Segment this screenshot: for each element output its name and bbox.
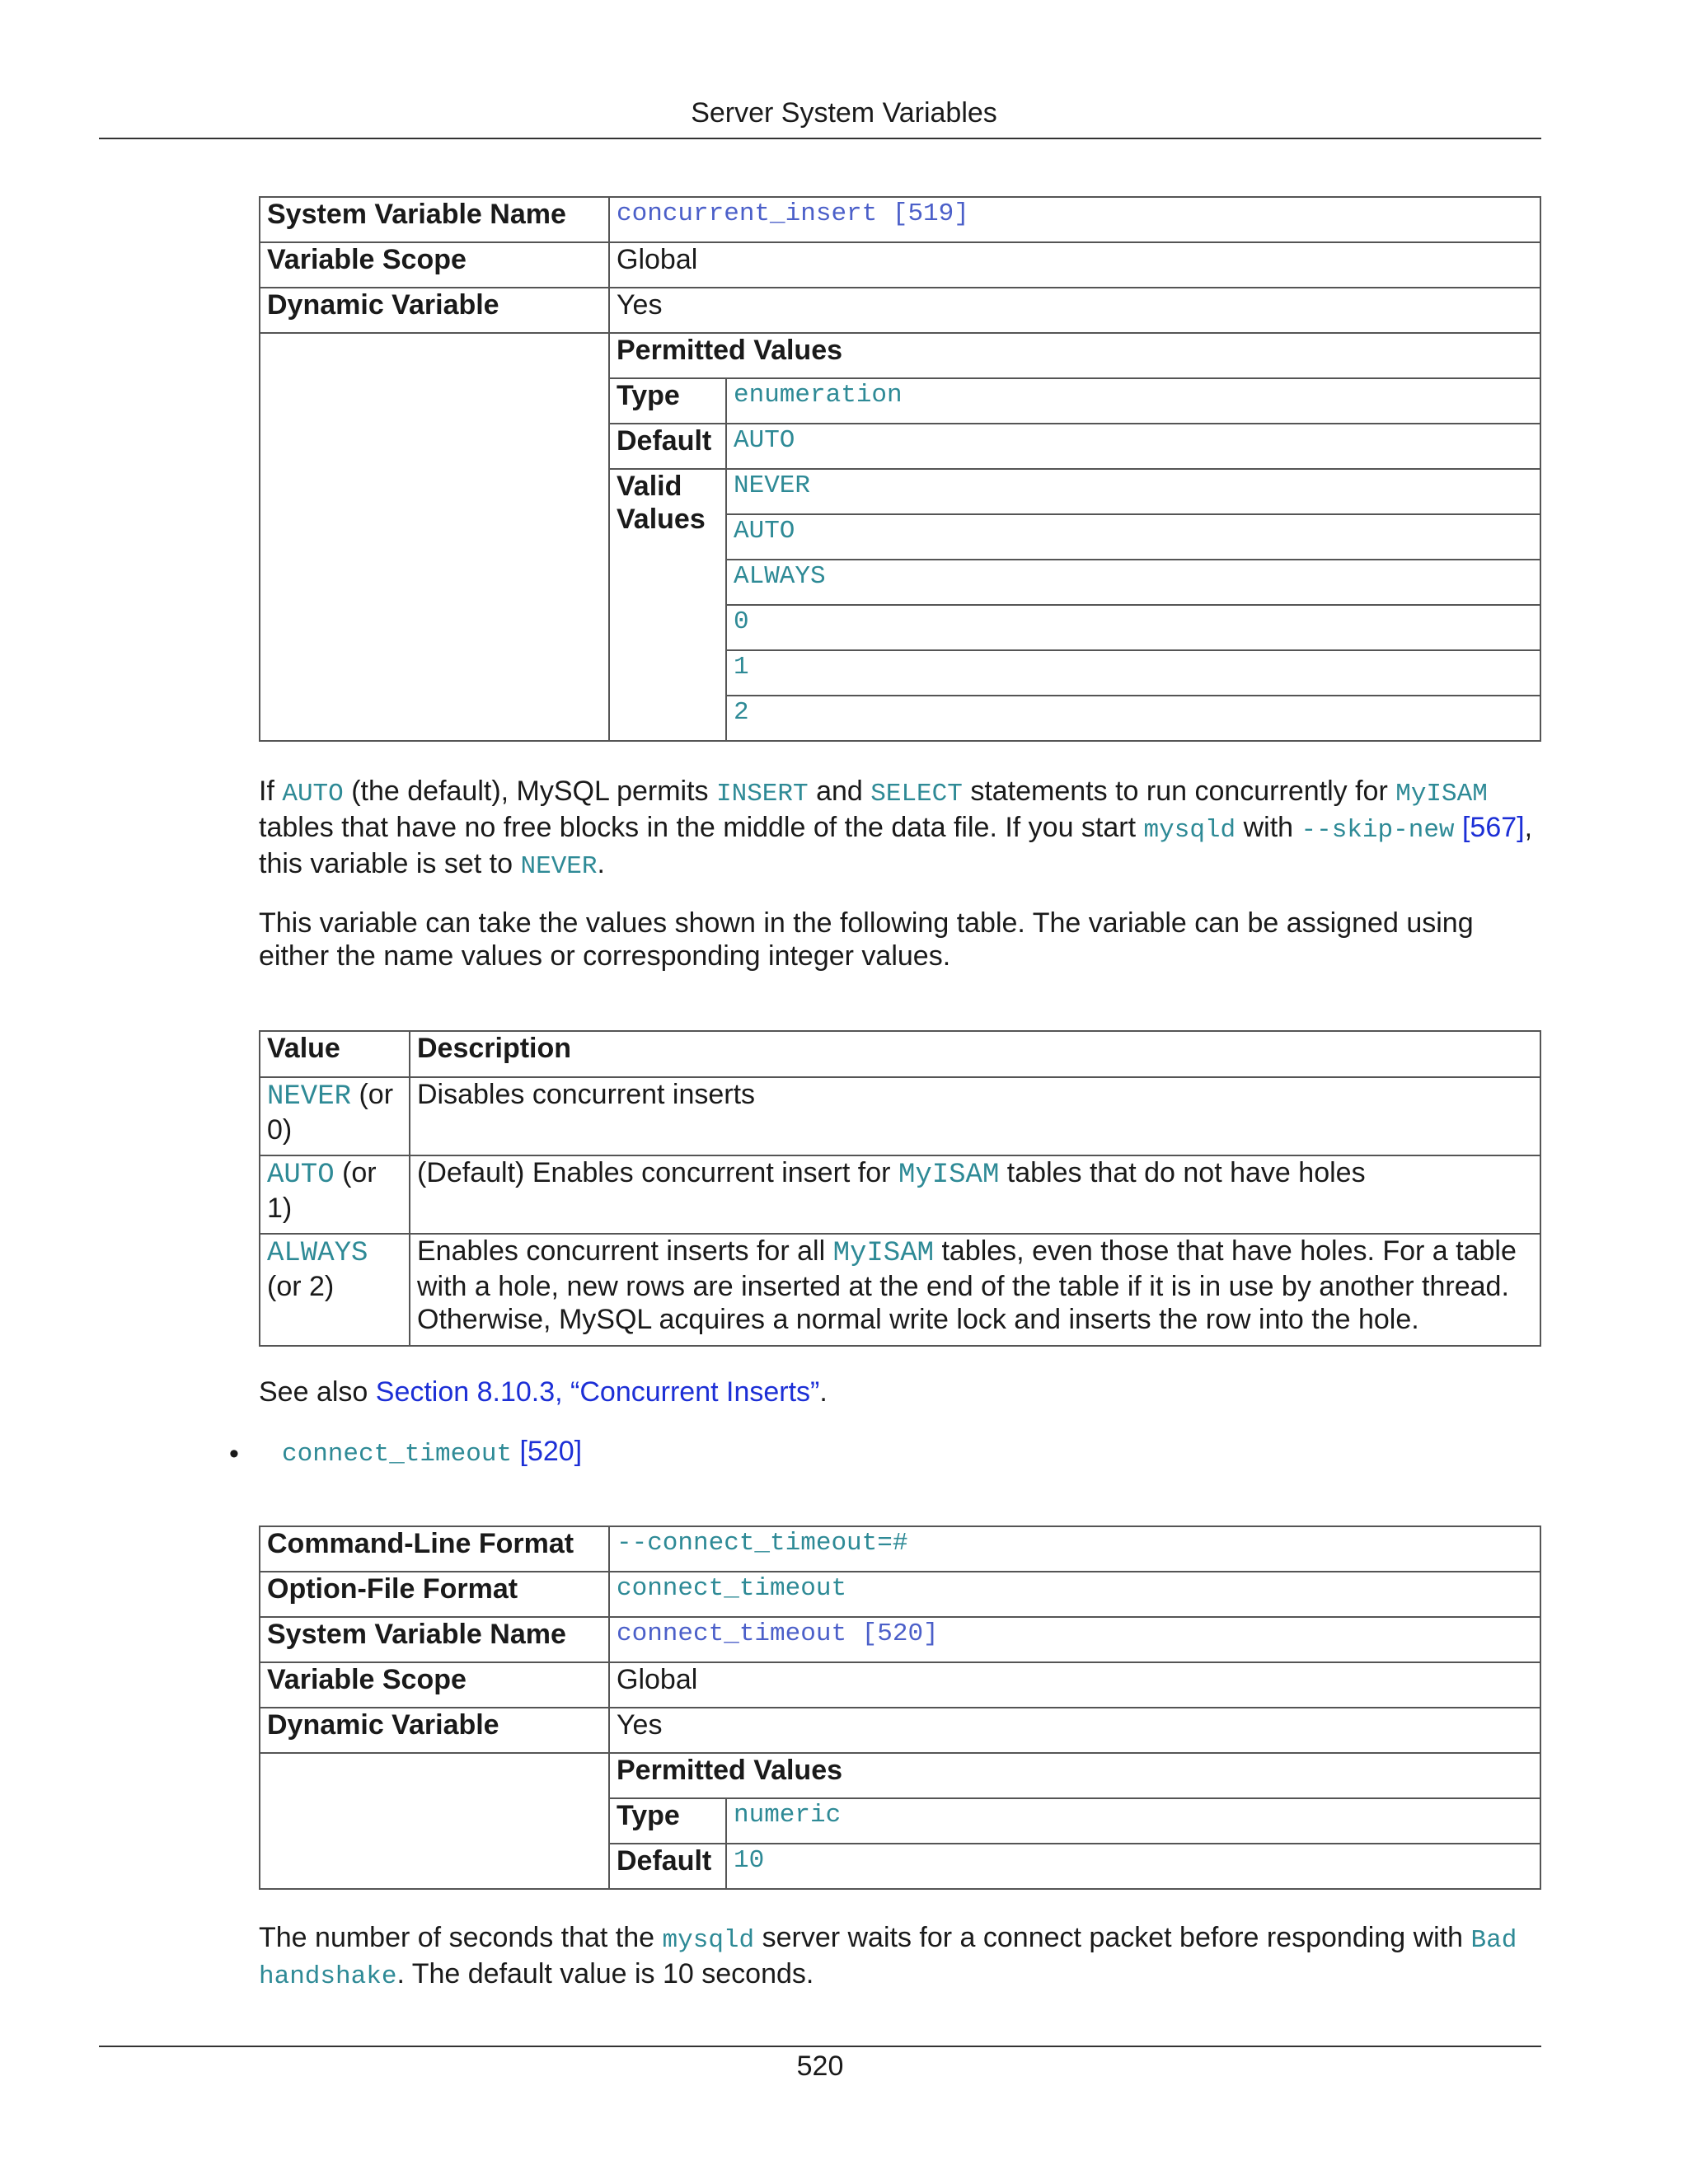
default-label: Default xyxy=(609,1844,726,1889)
type-label: Type xyxy=(609,378,726,424)
default-label: Default xyxy=(609,424,726,469)
row-label: Dynamic Variable xyxy=(260,1708,609,1753)
page-number: 520 xyxy=(796,2050,844,2082)
row-value: --connect_timeout=# xyxy=(609,1526,1540,1572)
code-auto[interactable]: AUTO xyxy=(282,780,344,808)
value-suffix: (or 1) xyxy=(267,1157,377,1224)
row-label: Variable Scope xyxy=(260,1662,609,1708)
value-cell xyxy=(260,1077,410,1155)
values-table xyxy=(259,1030,1541,1347)
value-suffix: (or 2) xyxy=(267,1271,335,1302)
text: (the default), MySQL permits xyxy=(343,776,716,807)
header-rule xyxy=(99,138,1541,139)
connect-timeout-ref-link[interactable]: [520] xyxy=(512,1436,583,1467)
text: See also xyxy=(259,1376,376,1408)
connect-timeout-code[interactable]: connect_timeout xyxy=(282,1440,513,1469)
row-value: Global xyxy=(609,1662,1540,1708)
text: tables that have no free blocks in the middle of the data file. If you start xyxy=(259,812,1144,843)
code-skip-new[interactable]: --skip-new xyxy=(1301,816,1455,845)
table-row xyxy=(260,1077,1540,1155)
valid-values-label: Valid Values xyxy=(609,469,726,741)
connect-timeout-description xyxy=(259,1921,1545,1994)
column-header: Description xyxy=(410,1031,1540,1077)
code-never[interactable]: NEVER xyxy=(520,852,598,881)
valid-value: 2 xyxy=(726,696,1540,741)
type-value: enumeration xyxy=(726,378,1540,424)
table-row xyxy=(260,288,1540,333)
values-intro-paragraph: This variable can take the values shown in the following table. The variable can be assigned using either the name values or corresponding integer values. xyxy=(259,907,1474,972)
bullet-icon: • xyxy=(229,1438,239,1469)
row-value: Yes xyxy=(609,288,1540,333)
table-row xyxy=(260,1617,1540,1662)
description-cell xyxy=(410,1155,1540,1234)
table-row xyxy=(260,197,1540,242)
default-value: AUTO xyxy=(726,424,1540,469)
code-myisam[interactable]: MyISAM xyxy=(1395,780,1488,808)
empty-cell xyxy=(260,1753,609,1889)
code-select[interactable]: SELECT xyxy=(870,780,963,808)
variable-name-link[interactable]: concurrent_insert [519] xyxy=(609,197,1540,242)
permitted-values-heading: Permitted Values xyxy=(609,333,1540,378)
default-value: 10 xyxy=(726,1844,1540,1889)
text: . xyxy=(597,848,605,879)
variable-name-link[interactable]: connect_timeout [520] xyxy=(609,1617,1540,1662)
text: . The default value is 10 seconds. xyxy=(396,1958,814,1990)
value-suffix: (or 0) xyxy=(267,1079,394,1146)
table-row xyxy=(260,1234,1540,1346)
description-cell xyxy=(410,1077,1540,1155)
row-label: Dynamic Variable xyxy=(260,288,609,333)
valid-value: 1 xyxy=(726,650,1540,696)
code-myisam[interactable]: MyISAM xyxy=(898,1160,1000,1191)
concurrent-insert-table xyxy=(259,196,1541,742)
table-row xyxy=(260,1155,1540,1234)
text: (Default) Enables concurrent insert for xyxy=(417,1157,898,1188)
valid-value: AUTO xyxy=(726,514,1540,560)
row-label: Command-Line Format xyxy=(260,1526,609,1572)
valid-value: ALWAYS xyxy=(726,560,1540,605)
connect-timeout-table xyxy=(259,1526,1541,1890)
table-row xyxy=(260,242,1540,288)
text: with xyxy=(1236,812,1301,843)
code-bad-handshake[interactable]: Bad handshake xyxy=(259,1926,1517,1991)
text: . xyxy=(819,1376,828,1408)
table-row xyxy=(260,1662,1540,1708)
text: , this variable is set to xyxy=(259,812,1533,879)
code-mysqld[interactable]: mysqld xyxy=(662,1926,755,1955)
row-label: System Variable Name xyxy=(260,1617,609,1662)
value-code[interactable]: ALWAYS xyxy=(267,1238,368,1269)
row-value: connect_timeout xyxy=(609,1572,1540,1617)
valid-value: NEVER xyxy=(726,469,1540,514)
page-header: Server System Variables xyxy=(691,97,997,129)
valid-value: 0 xyxy=(726,605,1540,650)
value-cell xyxy=(260,1155,410,1234)
row-value: Yes xyxy=(609,1708,1540,1753)
description-cell xyxy=(410,1234,1540,1346)
skip-new-ref-link[interactable]: [567] xyxy=(1454,812,1525,843)
text: and xyxy=(808,776,871,807)
row-label: Variable Scope xyxy=(260,242,609,288)
text: server waits for a connect packet before responding with xyxy=(754,1922,1471,1953)
description-paragraph xyxy=(259,775,1545,883)
code-mysqld[interactable]: mysqld xyxy=(1143,816,1236,845)
footer-rule xyxy=(99,2046,1541,2047)
type-value: numeric xyxy=(726,1798,1540,1844)
code-myisam[interactable]: MyISAM xyxy=(832,1238,934,1269)
value-code[interactable]: NEVER xyxy=(267,1081,352,1113)
value-cell xyxy=(260,1234,410,1346)
text: Disables concurrent inserts xyxy=(417,1079,756,1110)
row-label: System Variable Name xyxy=(260,197,609,242)
row-value: Global xyxy=(609,242,1540,288)
row-label: Option-File Format xyxy=(260,1572,609,1617)
text: Enables concurrent inserts for all xyxy=(417,1235,833,1267)
text: tables that do not have holes xyxy=(999,1157,1366,1188)
table-header-row xyxy=(260,1031,1540,1077)
empty-cell xyxy=(260,333,609,741)
table-row xyxy=(260,1526,1540,1572)
text: tables, even those that have holes. For a table with a hole, new rows are inserted at the end of the table if it is in use by another thread. Otherwise, MySQL acquires a normal write lock and inserts the row into the hole. xyxy=(417,1235,1517,1335)
value-code[interactable]: AUTO xyxy=(267,1160,335,1191)
table-row xyxy=(260,333,1540,378)
type-label: Type xyxy=(609,1798,726,1844)
bullet-item xyxy=(282,1436,582,1469)
code-insert[interactable]: INSERT xyxy=(716,780,809,808)
section-link[interactable]: Section 8.10.3, “Concurrent Inserts” xyxy=(375,1376,820,1408)
table-row xyxy=(260,1708,1540,1753)
permitted-values-heading: Permitted Values xyxy=(609,1753,1540,1798)
text: statements to run concurrently for xyxy=(962,776,1396,807)
text: If xyxy=(259,776,283,807)
table-row xyxy=(260,1572,1540,1617)
column-header: Value xyxy=(260,1031,410,1077)
text: The number of seconds that the xyxy=(259,1922,663,1953)
see-also xyxy=(259,1376,1545,1408)
table-row xyxy=(260,1753,1540,1798)
